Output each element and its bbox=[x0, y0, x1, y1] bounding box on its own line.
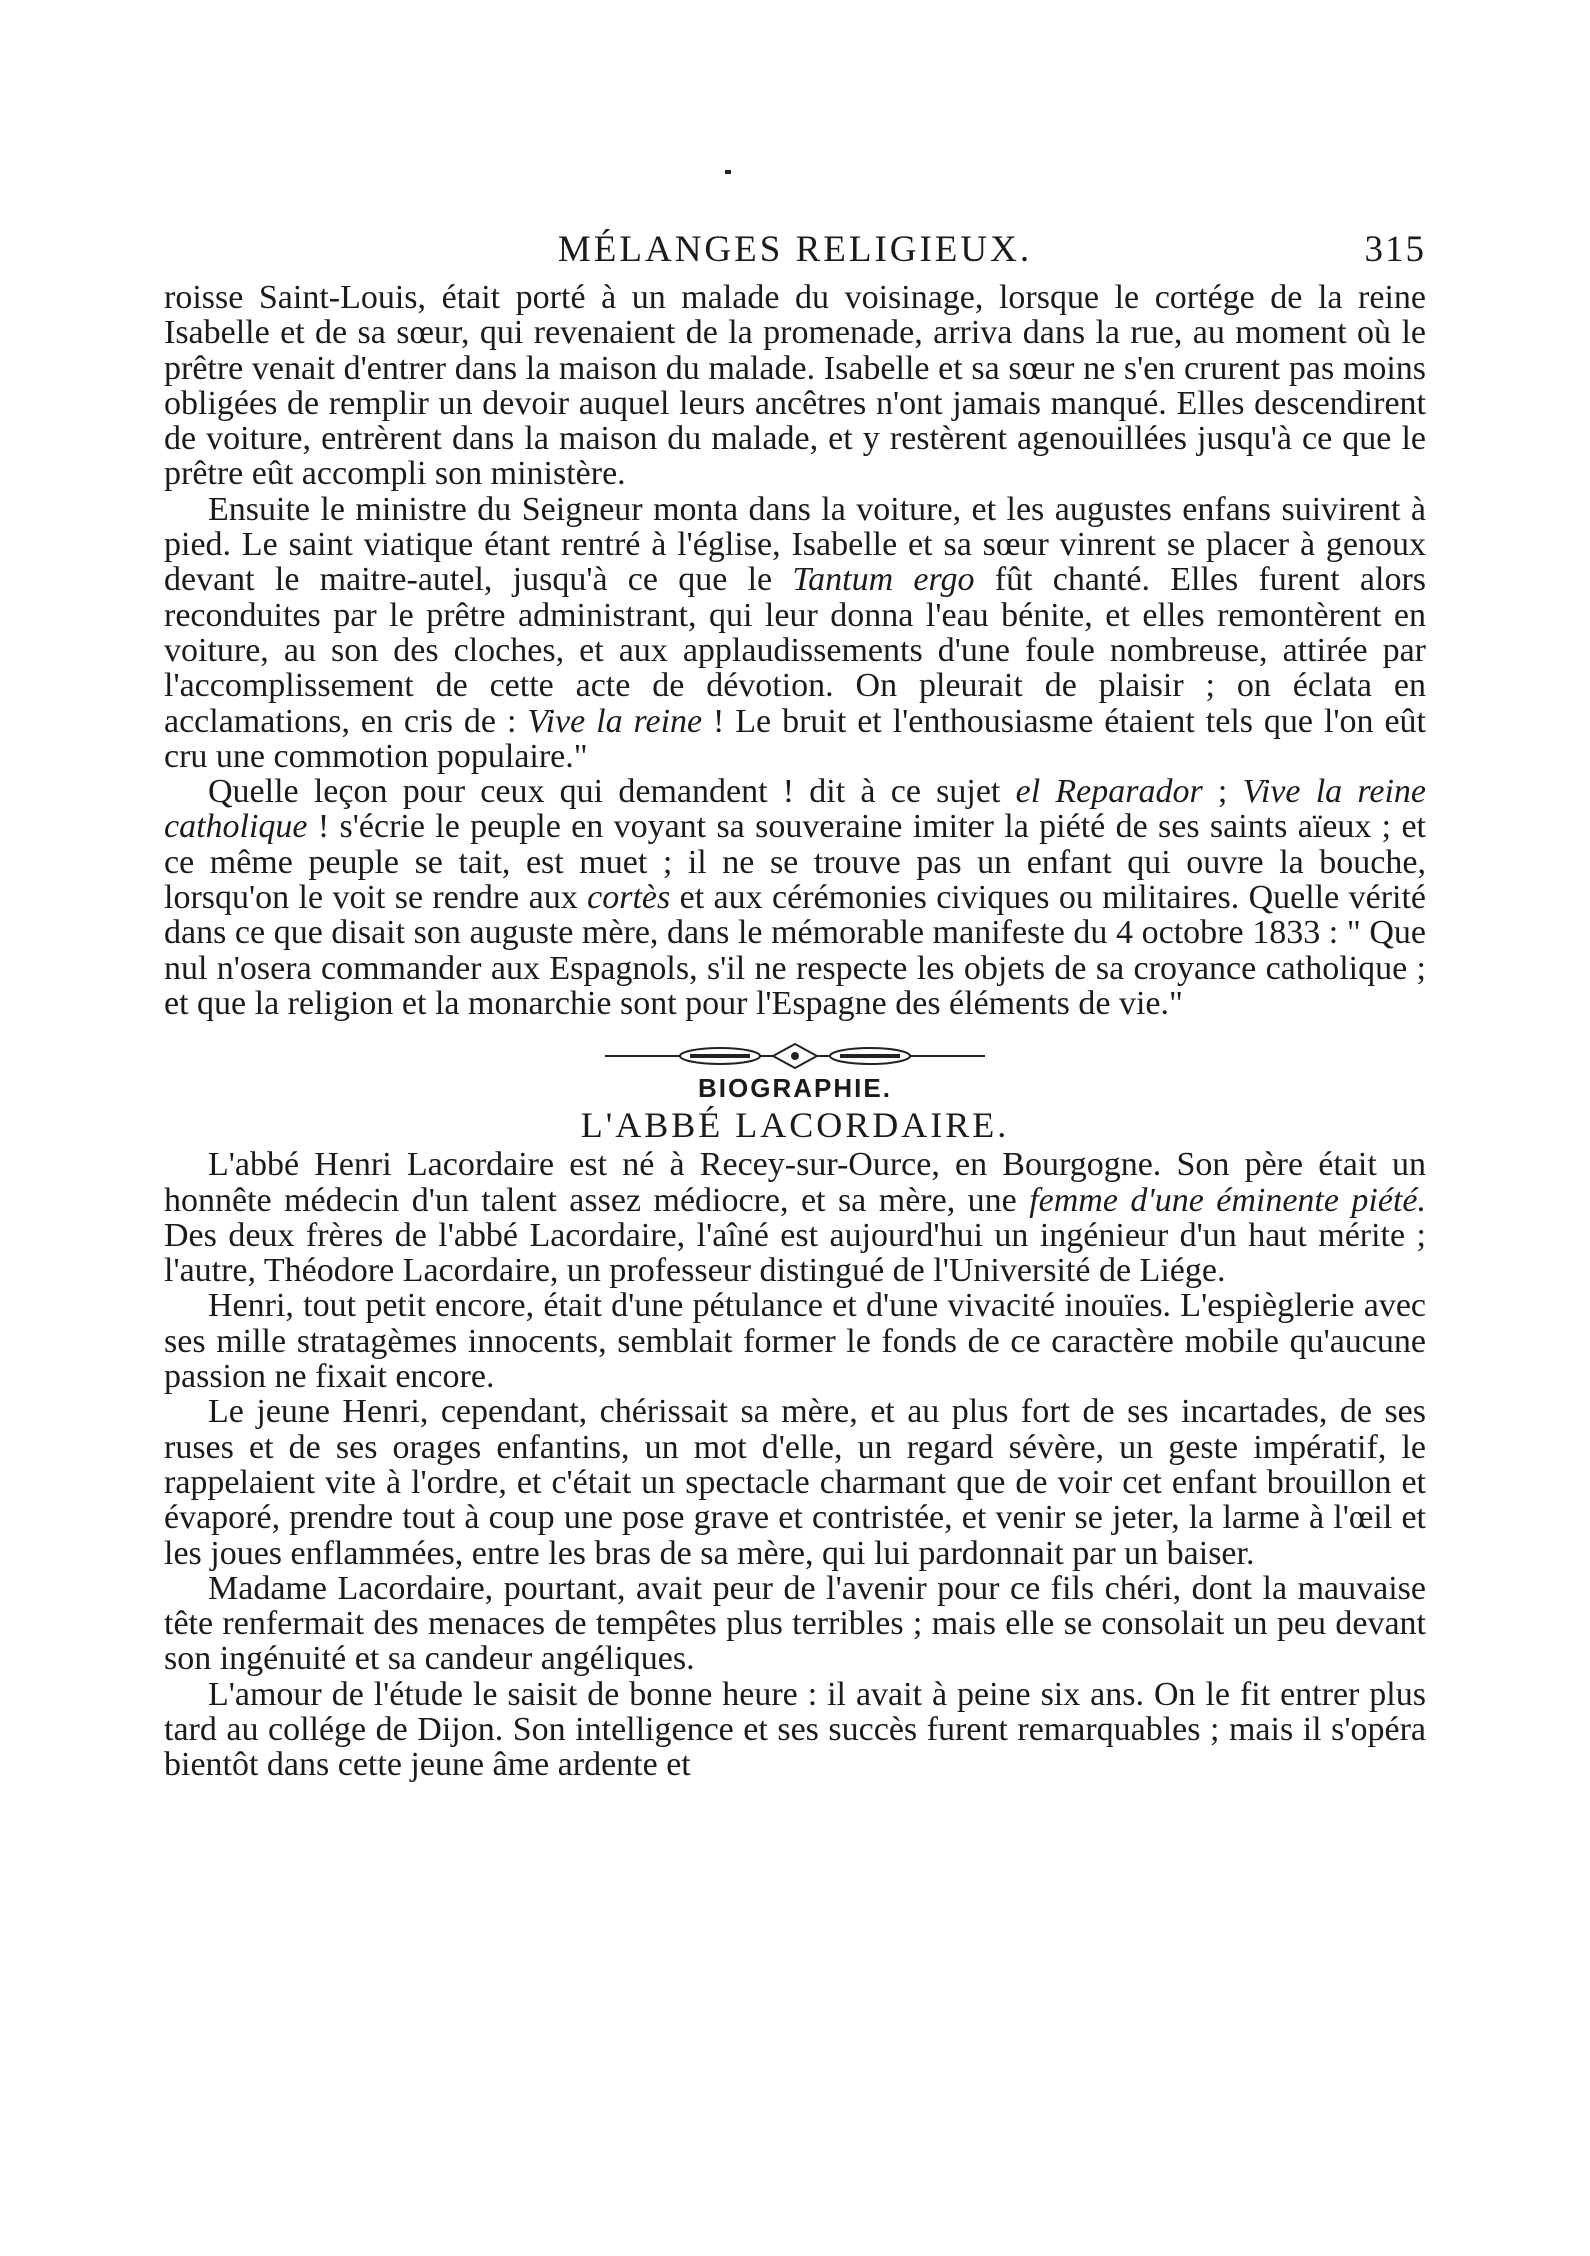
paragraph: Ensuite le ministre du Seigneur monta dans la voiture, et les augustes enfans suivirent à pied. Le saint viatique étant rentré à l'église, Isabelle et sa sœur vinrent se placer à genoux devant le maitre-autel, jusqu'à ce que le Tantum ergo fût chanté. Elles furent alors reconduites par le prêtre administrant, qui leur donna l'eau bénite, et elles remontèrent en voiture, au son des cloches, et aux applaudissements d'une foule nombreuse, attirée par l'accomplissement de cette acte de dévotion. On pleurait de plaisir ; on éclata en acclamations, en cris de : Vive la reine ! Le bruit et l'enthousiasme étaient tels que l'on eût cru une commotion populaire." bbox=[164, 490, 1427, 775]
page-header bbox=[164, 226, 1426, 280]
section-label: BIOGRAPHIE. bbox=[698, 1073, 892, 1104]
paragraph-continued: roisse Saint-Louis, était porté à un malade du voisinage, lorsque le cortége de la reine Isabelle et de sa sœur, qui revenaient de la promenade, arriva dans la rue, au moment où le prêtre venait d'entrer dans la maison du malade. Isabelle et sa sœur ne s'en crurent pas moins obligées de remplir un devoir auquel leurs ancêtres n'ont jamais manqué. Elles descendirent de voiture, entrèrent dans la maison du malade, et y restèrent agenouillées jusqu'à ce que le prêtre eût accompli son ministère. bbox=[164, 279, 1426, 493]
italic-acclamation: Vive la reine bbox=[527, 702, 703, 740]
italic-cortes: cortès bbox=[587, 879, 671, 917]
article-title: L'ABBÉ LACORDAIRE. bbox=[580, 1105, 1010, 1146]
ornament-divider bbox=[164, 1041, 1426, 1067]
ornament-icon bbox=[605, 1043, 985, 1069]
paragraph: Madame Lacordaire, pourtant, avait peur de l'avenir pour ce fils chéri, dont la mauvaise tête renfermait des menaces de tempêtes plus terribles ; mais elle se consolait un peu devant son ingénuité et sa candeur angéliques. bbox=[164, 1569, 1426, 1678]
book-page bbox=[164, 148, 1426, 1783]
page-body bbox=[164, 280, 1426, 1783]
italic-newspaper-name: el Reparador bbox=[1015, 773, 1203, 811]
running-title: MÉLANGES RELIGIEUX. bbox=[557, 229, 1033, 270]
page-number: 315 bbox=[1364, 229, 1426, 270]
paragraph: L'amour de l'étude le saisit de bonne heure : il avait à peine six ans. On le fit entrer plus tard au collége de Dijon. Son intelligence et ses succès furent remarquables ; mais il s'opéra bientôt dans cette jeune âme ardente et bbox=[164, 1675, 1426, 1784]
italic-acclamation: Vive la reine catholique bbox=[164, 773, 1427, 846]
italic-latin-phrase: Tantum ergo bbox=[792, 561, 975, 599]
paragraph: Le jeune Henri, cependant, chérissait sa mère, et au plus fort de ses incartades, de ses ruses et de ses orages enfantins, un mot d'elle, un regard sévère, un geste impératif, le rappelaient vite à l'ordre, et c'était un spectacle charmant que de voir cet enfant brouillon et évaporé, prendre tout à coup une pose grave et contristée, et venir se jeter, la larme à l'œil et les joues enflammées, entre les bras de sa mère, qui lui pardonnait par un baiser. bbox=[164, 1393, 1426, 1572]
paragraph: L'abbé Henri Lacordaire est né à Recey-sur-Ource, en Bourgogne. Son père était un honnête médecin d'un talent assez médiocre, et sa mère, une femme d'une éminente piété. Des deux frères de l'abbé Lacordaire, l'aîné est aujourd'hui un ingénieur d'un haut mérite ; l'autre, Théodore Lacordaire, un professeur distingué de l'Université de Liége. bbox=[164, 1146, 1427, 1290]
paragraph: Henri, tout petit encore, était d'une pétulance et d'une vivacité inouïes. L'espièglerie avec ses mille stratagèmes innocents, semblait former le fonds de ce caractère mobile qu'aucune passion ne fixait encore. bbox=[164, 1287, 1426, 1396]
italic-phrase: femme d'une éminente piété. bbox=[1029, 1181, 1427, 1219]
paragraph: Quelle leçon pour ceux qui demandent ! dit à ce sujet el Reparador ; Vive la reine catholique ! s'écrie le peuple en voyant sa souveraine imiter la piété de ses saints aïeux ; et ce même peuple se tait, est muet ; il ne se trouve pas un enfant qui ouvre la bouche, lorsqu'on le voit se rendre aux cortès et aux cérémonies civiques ou militaires. Quelle vérité dans ce que disait son auguste mère, dans le mémorable manifeste du 4 octobre 1833 : " Que nul n'osera commander aux Espagnols, s'il ne respecte les objets de sa croyance catholique ; et que la religion et la monarchie sont pour l'Espagne des éléments de vie." bbox=[164, 773, 1427, 1022]
printer-mark bbox=[725, 170, 731, 174]
